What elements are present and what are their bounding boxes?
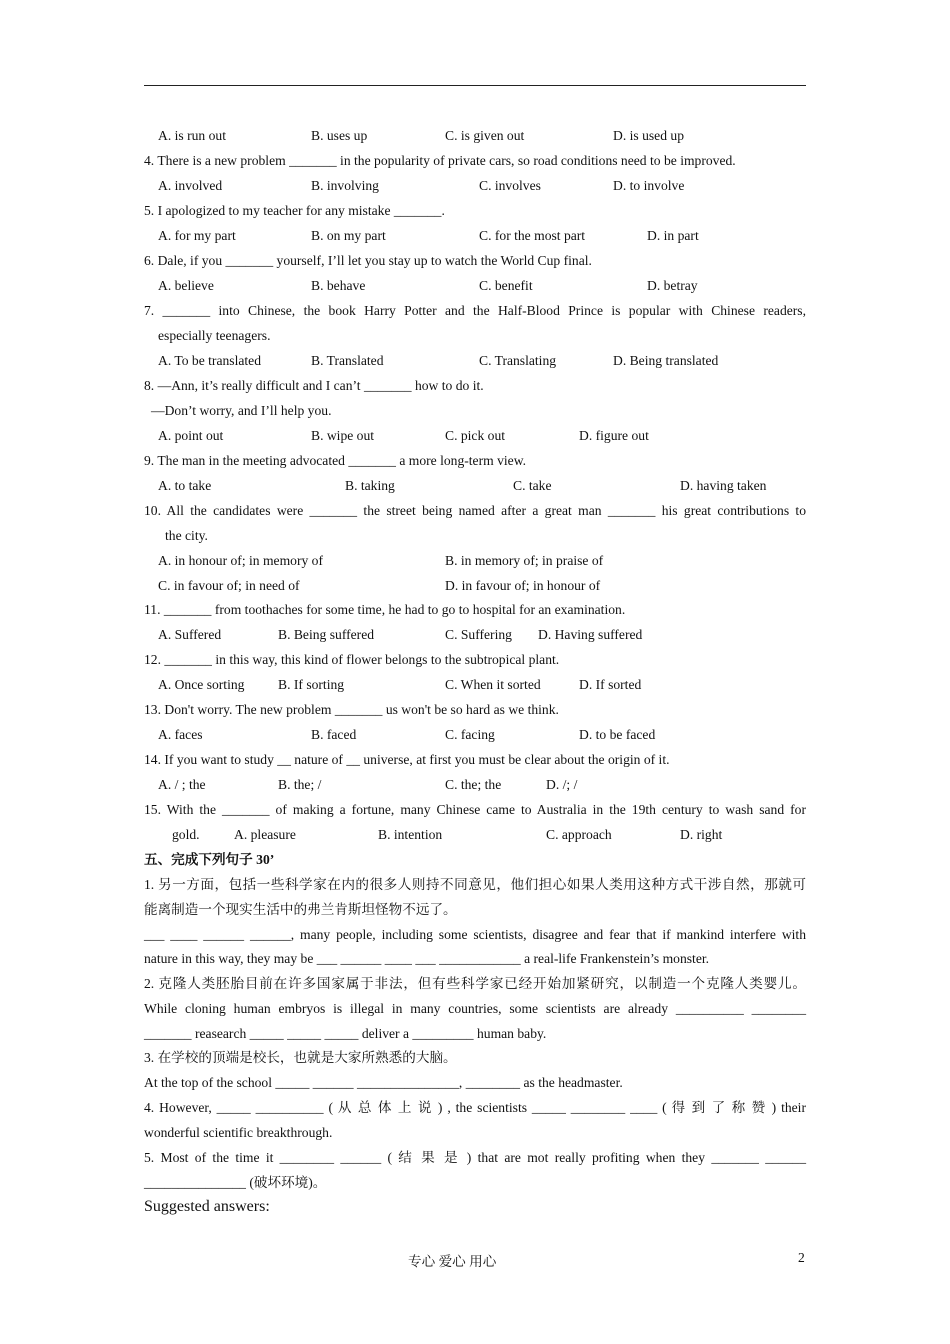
q11-option-d: D. Having suffered	[538, 627, 643, 642]
s3-chinese: 3. 在学校的顶端是校长，也就是大家所熟悉的大脑。	[144, 1050, 457, 1065]
q7-option-b: B. Translated	[311, 353, 384, 368]
q6-option-b: B. behave	[311, 278, 366, 293]
q5-option-a: A. for my part	[158, 228, 236, 243]
q6-stem: 6. Dale, if you _______ yourself, I’ll let you stay up to watch the World Cup final.	[144, 253, 592, 268]
q10-stem: 10. All the candidates were _______ the street being named after a great man _______ his great contributions to	[144, 503, 806, 518]
q3-option-d: D. is used up	[613, 128, 684, 143]
q12-stem: 12. _______ in this way, this kind of flower belongs to the subtropical plant.	[144, 652, 560, 667]
page-number: 2	[798, 1250, 805, 1265]
header-rule	[144, 85, 806, 86]
q15-option-c: C. approach	[546, 827, 612, 842]
q9-stem: 9. The man in the meeting advocated _______ a more long-term view.	[144, 453, 527, 468]
s1-chinese-cont: 能离制造一个现实生活中的弗兰肯斯坦怪物不远了。	[144, 902, 457, 917]
q13-option-b: B. faced	[311, 727, 357, 742]
q13-stem: 13. Don't worry. The new problem _______ us won't be so hard as we think.	[144, 702, 559, 717]
q13-option-c: C. facing	[445, 727, 495, 742]
q7-option-d: D. Being translated	[613, 353, 719, 368]
q8-stem: 8. —Ann, it’s really difficult and I can’t _______ how to do it.	[144, 378, 484, 393]
s1-chinese: 1. 另一方面，包括一些科学家在内的很多人则持不同意见，他们担心如果人类用这种方式干涉自然，那就可	[144, 877, 806, 892]
q12-option-c: C. When it sorted	[445, 677, 541, 692]
q10-option-d: D. in favour of; in honour of	[445, 578, 601, 593]
s2-english: While cloning human embryos is illegal in many countries, some scientists are already __________ ________	[144, 1001, 806, 1016]
q8-option-b: B. wipe out	[311, 428, 375, 443]
q15-option-b: B. intention	[378, 827, 443, 842]
q14-stem: 14. If you want to study __ nature of __ universe, at first you must be clear about the origin of it.	[144, 752, 670, 767]
s1-english: ___ ____ ______ ______, many people, including some scientists, disagree and fear that if mankind interfere with	[144, 927, 806, 942]
suggested-answers-heading: Suggested answers:	[144, 1198, 270, 1215]
q12-option-a: A. Once sorting	[158, 677, 245, 692]
q6-option-c: C. benefit	[479, 278, 533, 293]
q8-option-c: C. pick out	[445, 428, 506, 443]
section-heading: 五、完成下列句子 30’	[144, 852, 275, 867]
q11-option-a: A. Suffered	[158, 627, 222, 642]
q7-option-c: C. Translating	[479, 353, 557, 368]
q14-option-c: C. the; the	[445, 777, 502, 792]
s1-english-cont: nature in this way, they may be ___ ______ ____ ___ ____________ a real-life Frankenstein’s monster.	[144, 951, 710, 966]
q4-option-a: A. involved	[158, 178, 223, 193]
q3-option-b: B. uses up	[311, 128, 368, 143]
q14-option-a: A. / ; the	[158, 777, 206, 792]
q15-stem: 15. With the _______ of making a fortune, many Chinese came to Australia in the 19th century to wash sand for	[144, 802, 806, 817]
q5-option-b: B. on my part	[311, 228, 386, 243]
s3-english: At the top of the school _____ ______ _______________, ________ as the headmaster.	[144, 1075, 623, 1090]
q9-option-d: D. having taken	[680, 478, 767, 493]
q11-option-c: C. Suffering	[445, 627, 512, 642]
q7-stem: 7. _______ into Chinese, the book Harry Potter and the Half-Blood Prince is popular with Chinese readers,	[144, 303, 806, 318]
q4-option-b: B. involving	[311, 178, 379, 193]
q13-option-d: D. to be faced	[579, 727, 656, 742]
q9-option-b: B. taking	[345, 478, 395, 493]
q15-option-a: A. pleasure	[234, 827, 296, 842]
q14-option-d: D. /; /	[546, 777, 578, 792]
q14-option-b: B. the; /	[278, 777, 322, 792]
q6-option-a: A. believe	[158, 278, 214, 293]
q12-option-b: B. If sorting	[278, 677, 345, 692]
q4-stem: 4. There is a new problem _______ in the popularity of private cars, so road conditions need to be improved.	[144, 153, 736, 168]
q10-option-c: C. in favour of; in need of	[158, 578, 300, 593]
q11-option-b: B. Being suffered	[278, 627, 375, 642]
q15-option-d: D. right	[680, 827, 723, 842]
s2-chinese: 2. 克隆人类胚胎目前在许多国家属于非法，但有些科学家已经开始加紧研究，以制造一个克隆人类婴儿。	[144, 976, 806, 991]
footer-motto: 专心 爱心 用心	[408, 1254, 497, 1269]
q5-option-c: C. for the most part	[479, 228, 586, 243]
q5-stem: 5. I apologized to my teacher for any mistake _______.	[144, 203, 445, 218]
q11-stem: 11. _______ from toothaches for some time, he had to go to hospital for an examination.	[144, 602, 626, 617]
q8-option-d: D. figure out	[579, 428, 649, 443]
q9-option-a: A. to take	[158, 478, 212, 493]
s2-english-cont: _______ reasearch _____ _____ _____ deliver a _________ human baby.	[144, 1026, 547, 1041]
q7-stem-cont: especially teenagers.	[158, 328, 271, 343]
q10-option-b: B. in memory of; in praise of	[445, 553, 604, 568]
q12-option-d: D. If sorted	[579, 677, 642, 692]
s5-english: 5. Most of the time it ________ ______ ( 结 果 是 ) that are mot really profiting when they _______ ______	[144, 1150, 806, 1165]
q3-option-c: C. is given out	[445, 128, 525, 143]
q7-option-a: A. To be translated	[158, 353, 261, 368]
s4-english: 4. However, _____ __________ ( 从 总 体 上 说 ) , the scientists _____ ________ ____ ( 得 到 了 称 赞 ) their	[144, 1100, 806, 1115]
q5-option-d: D. in part	[647, 228, 699, 243]
q15-stem-cont: gold.	[172, 827, 200, 842]
s5-english-cont: _______________ (破坏环境)。	[144, 1175, 327, 1190]
q4-option-d: D. to involve	[613, 178, 685, 193]
q10-stem-cont: the city.	[165, 528, 208, 543]
s4-english-cont: wonderful scientific breakthrough.	[144, 1125, 333, 1140]
q10-option-a: A. in honour of; in memory of	[158, 553, 323, 568]
q8-reply: —Don’t worry, and I’ll help you.	[151, 403, 332, 418]
q13-option-a: A. faces	[158, 727, 203, 742]
q6-option-d: D. betray	[647, 278, 698, 293]
q4-option-c: C. involves	[479, 178, 541, 193]
q8-option-a: A. point out	[158, 428, 224, 443]
q3-option-a: A. is run out	[158, 128, 226, 143]
q9-option-c: C. take	[513, 478, 552, 493]
